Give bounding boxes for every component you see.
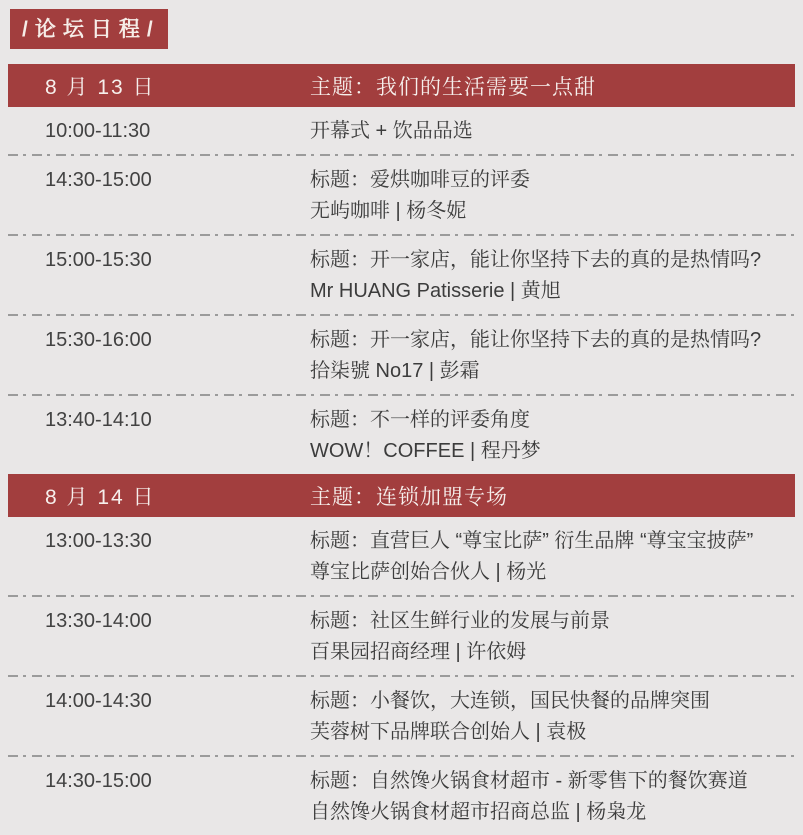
day2-date: 8 月 14 日	[45, 485, 156, 509]
session-line: 标题：不一样的评委角度	[310, 409, 530, 431]
session-time: 10:00-11:30	[45, 120, 151, 142]
session-time: 13:00-13:30	[45, 530, 152, 552]
session-line: Mr HUANG Patisserie | 黄旭	[310, 280, 561, 302]
session-line: 标题：直营巨人 “尊宝比萨” 衍生品牌 “尊宝宝披萨”	[310, 530, 754, 552]
session-content	[310, 526, 795, 588]
session-line: 开幕式 + 饮品品选	[310, 120, 473, 142]
session-line: 标题：自然馋火锅食材超市 - 新零售下的餐饮赛道	[310, 770, 748, 792]
session-time: 14:00-14:30	[45, 690, 152, 712]
session-line: 标题：小餐饮，大连锁，国民快餐的品牌突围	[310, 690, 710, 712]
session-line: 芙蓉树下品牌联合创始人 | 袁极	[310, 721, 587, 743]
session-content	[310, 325, 795, 387]
session-content	[310, 116, 795, 147]
session-row	[8, 597, 795, 675]
session-content	[310, 686, 795, 748]
session-content	[310, 606, 795, 668]
session-line: 标题：开一家店，能让你坚持下去的真的是热情吗?	[310, 249, 762, 271]
day2-theme: 主题：连锁加盟专场	[310, 485, 508, 509]
session-row	[8, 517, 795, 595]
session-row	[8, 156, 795, 234]
session-line: 自然馋火锅食材超市招商总监 | 杨枭龙	[310, 801, 647, 823]
session-time: 13:40-14:10	[45, 409, 152, 431]
session-line: 百果园招商经理 | 许依姆	[310, 641, 527, 663]
day1-date: 8 月 13 日	[45, 75, 156, 99]
session-row	[8, 757, 795, 835]
session-line: WOW！COFFEE | 程丹梦	[310, 440, 541, 462]
session-content	[310, 766, 795, 828]
session-line: 标题：爱烘咖啡豆的评委	[310, 169, 530, 191]
session-time: 15:30-16:00	[45, 329, 152, 351]
session-time: 15:00-15:30	[45, 249, 152, 271]
session-line: 尊宝比萨创始合伙人 | 杨光	[310, 561, 547, 583]
session-time: 14:30-15:00	[45, 770, 152, 792]
session-content	[310, 165, 795, 227]
session-line: 拾柒號 No17 | 彭霜	[310, 360, 480, 382]
day1-theme: 主题：我们的生活需要一点甜	[310, 75, 596, 99]
session-row	[8, 236, 795, 314]
session-time: 13:30-14:00	[45, 610, 152, 632]
session-row	[8, 107, 795, 154]
day1-header-band	[8, 64, 795, 107]
page-title: /论坛日程/	[10, 9, 168, 49]
session-row	[8, 677, 795, 755]
session-line: 标题：社区生鲜行业的发展与前景	[310, 610, 610, 632]
day2-header-band	[8, 474, 795, 517]
session-content	[310, 405, 795, 467]
session-time: 14:30-15:00	[45, 169, 152, 191]
session-line: 无屿咖啡 | 杨冬妮	[310, 200, 467, 222]
session-content	[310, 245, 795, 307]
session-row	[8, 316, 795, 394]
session-row	[8, 396, 795, 474]
session-line: 标题：开一家店，能让你坚持下去的真的是热情吗?	[310, 329, 762, 351]
